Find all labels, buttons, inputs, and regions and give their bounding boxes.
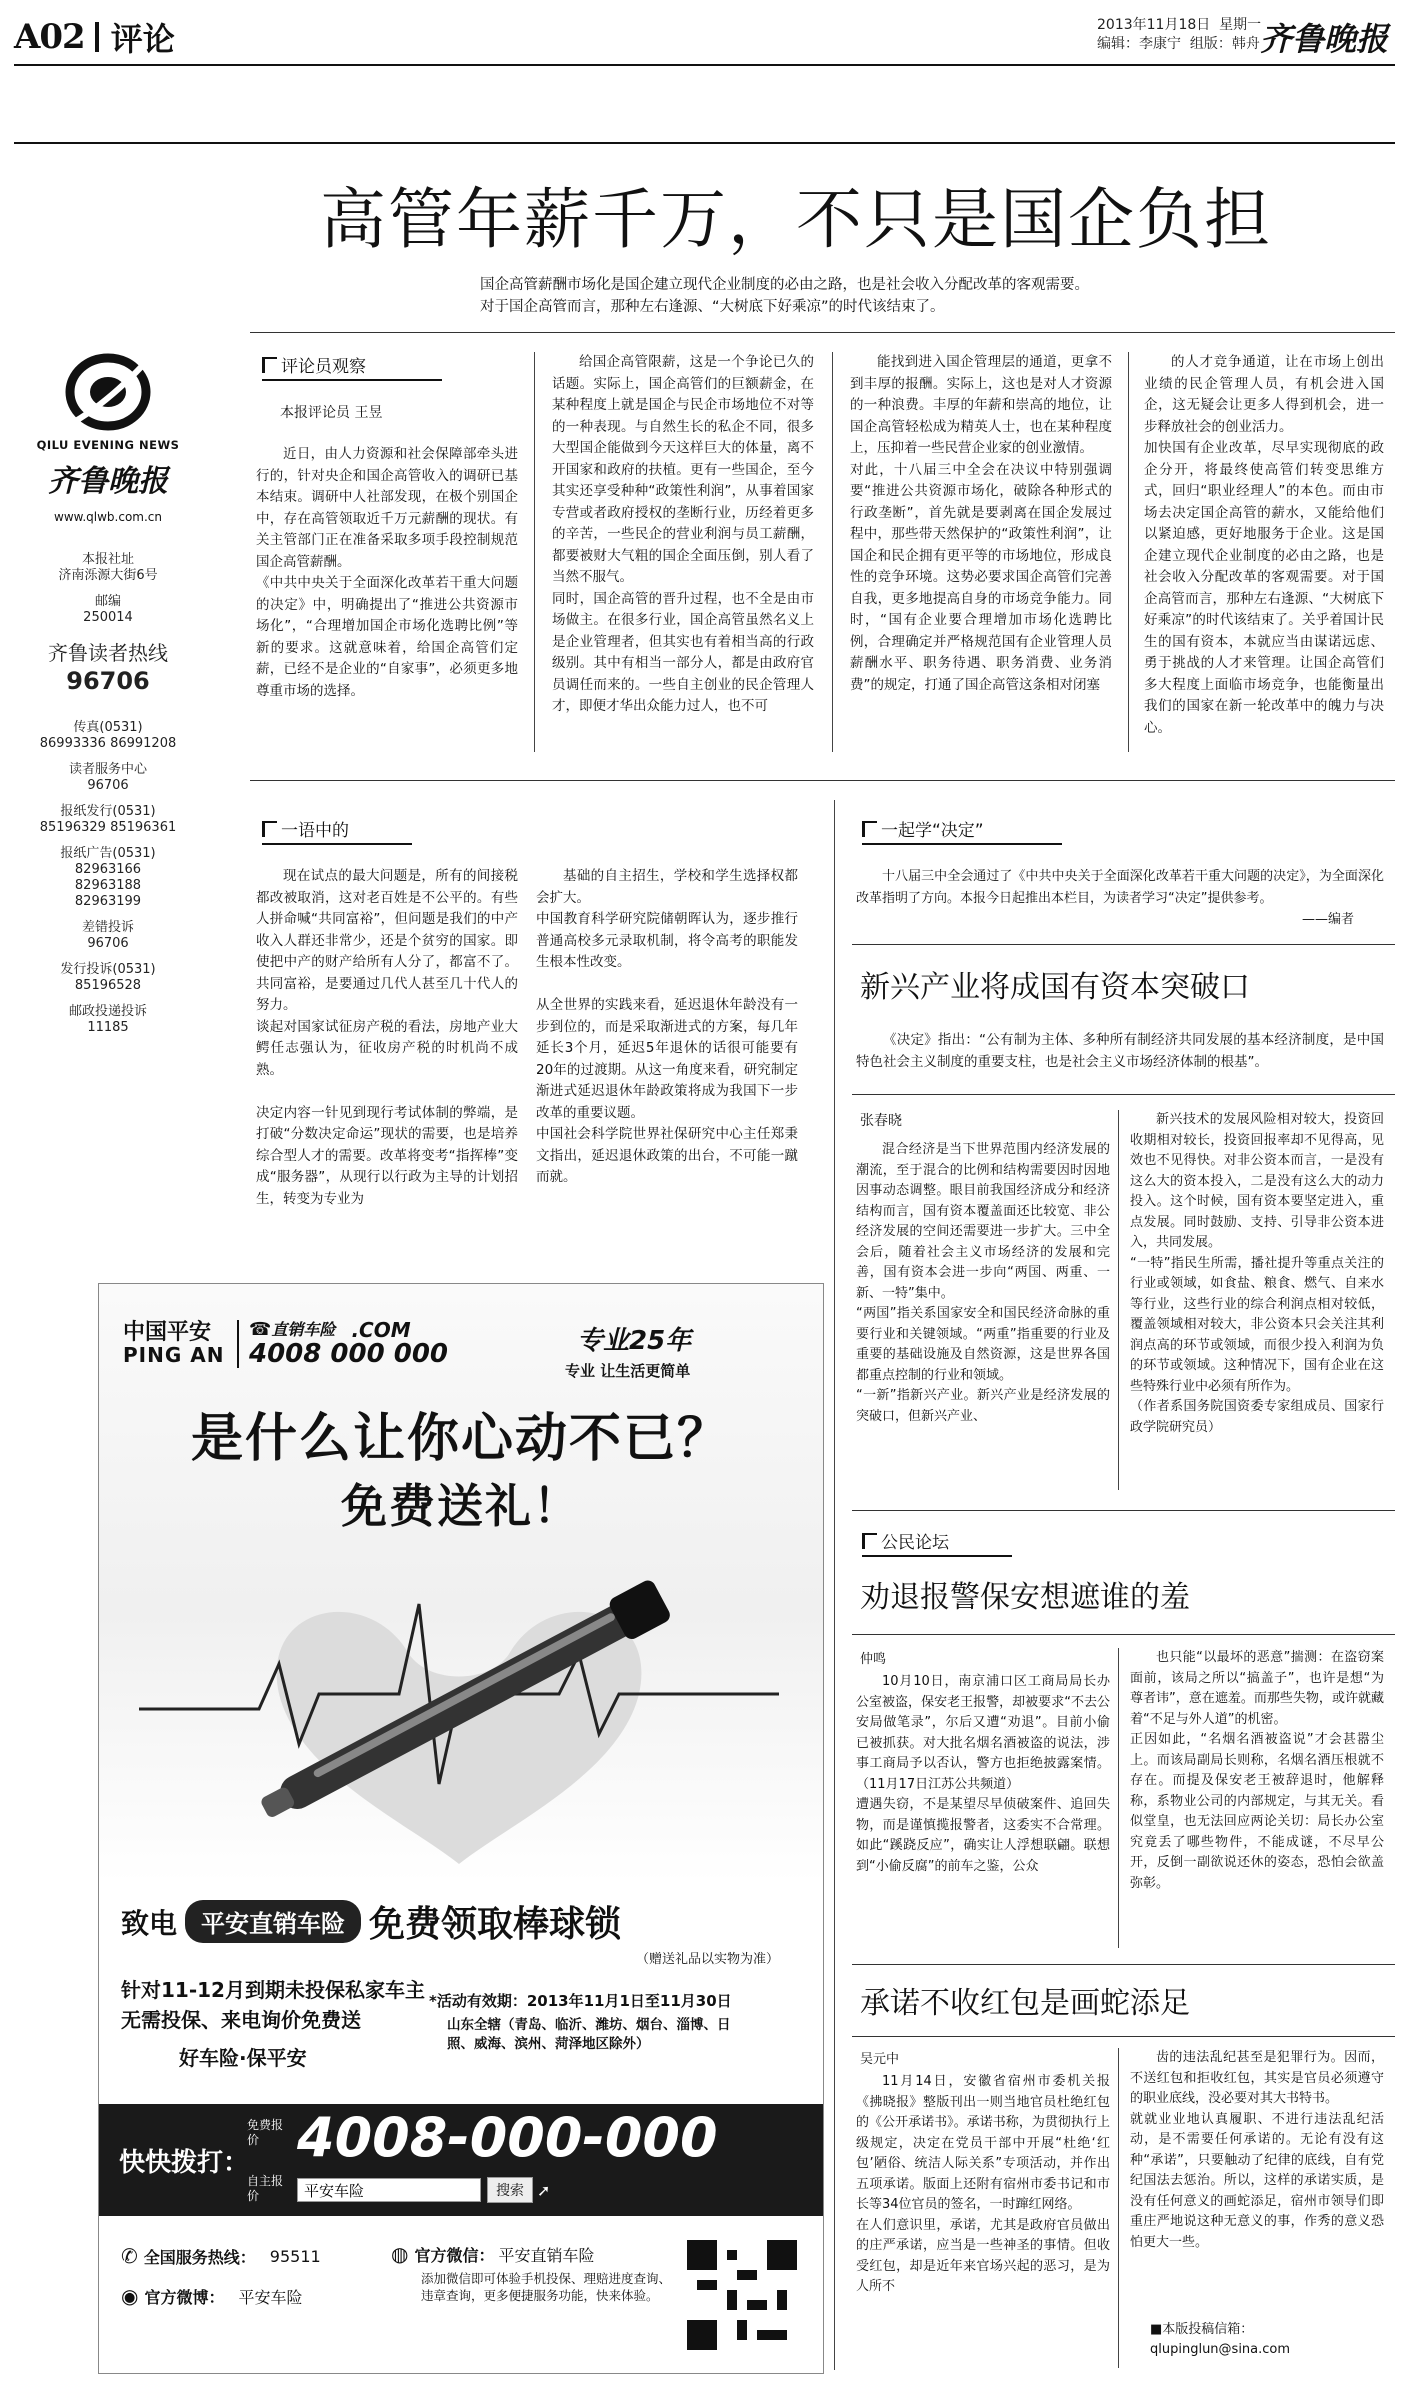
- header-meta: [1097, 16, 1261, 54]
- ad-brand: [123, 1322, 224, 1366]
- lead-col-2: [552, 352, 814, 718]
- gongmin-a2-col-2-text: 齿的违法乱纪甚至是犯罪行为。因而，不送红包和拒收红包，其实是官员必须遵守的职业底线，没必要对其大书特书。 就就业业地认真履职、不进行违法乱纪活动，是不需要任何承诺的。无论有没有这种“承诺”，只要触动了纪律的底线，自有党纪国法去惩治。所以，这样的承诺实质，是没有任何意义的画蛇添足，宿州市领导们即重庄严地说这种无意义的事，作秀的意义恐怕更大一些。: [1130, 2050, 1384, 2250]
- yiyu-col-1: [256, 866, 518, 1210]
- sidebar-contact-label: 传真(0531): [73, 720, 143, 735]
- sidebar-contact-value: 86993336 86991208: [39, 736, 177, 751]
- ad-phone-small: 4008 000 000: [249, 1339, 449, 1369]
- jueding-quote: [856, 1030, 1384, 1073]
- lead-headline: 高管年薪千万，不只是国企负担: [320, 181, 1272, 258]
- ad-call-prefix: 致电: [121, 1906, 178, 1940]
- gongmin-a2-col-2: [1130, 2048, 1384, 2253]
- jueding-quote-text: 《决定》指出：“公有制为主体、多种所有制经济共同发展的基本经济制度，是中国特色社会主义制度的重要支柱，也是社会主义市场经济体制的根基”。: [856, 1032, 1384, 1070]
- ad-direct-label: 直销车险: [271, 1320, 336, 1339]
- header-date: 2013年11月18日: [1097, 17, 1211, 33]
- advertisement[interactable]: [98, 1283, 824, 2374]
- sidebar-contact: [18, 962, 198, 994]
- yiyu-column-tag-label: 一语中的: [281, 821, 349, 841]
- ad-slogan-top: 专业25年: [577, 1326, 692, 1356]
- sidebar-contact: [18, 720, 198, 752]
- lead-deck-line: 对于国企高管而言，那种左右逢源、“大树底下好乘凉”的时代该结束了。: [480, 299, 945, 315]
- yiyu-column-tag: [262, 816, 412, 841]
- lead-column-tag-label: 评论员观察: [281, 357, 366, 377]
- jueding-headline: 新兴产业将成国有资本突破口: [860, 970, 1250, 1005]
- section-rule: [852, 1510, 1395, 1511]
- section-rule: [250, 780, 1395, 781]
- ad-self-quote: 自主报价: [247, 2174, 284, 2203]
- ad-weibo-label: 官方微博：: [144, 2287, 225, 2307]
- ad-product-illustration: [139, 1544, 779, 1874]
- col-divider: [832, 352, 833, 752]
- ad-dotcom: .COM: [351, 1318, 411, 1342]
- sidebar-hotline-label: 齐鲁读者热线: [48, 641, 168, 665]
- ad-target-1: 针对11-12月到期未投保私家车主: [121, 1978, 425, 2002]
- sidebar-contact-label: 发行投诉(0531): [60, 962, 156, 977]
- gongmin-contact-email[interactable]: qlupinglun@sina.com: [1150, 2342, 1291, 2357]
- phone-icon: ☎: [249, 1319, 272, 1340]
- col-divider: [534, 352, 535, 752]
- jueding-col-2: [1130, 1110, 1384, 1438]
- ad-headline-1: 是什么让你心动不已？: [190, 1409, 731, 1469]
- sidebar-contact-label: 报纸发行(0531): [60, 804, 156, 819]
- yiyu-col-2-text: 基础的自主招生，学校和学生选择权都会扩大。 中国教育科学研究院储朝晖认为，逐步推行普通高校多元录取机制，将令高考的职能发生根本性改变。 从全世界的实践来看，延迟退休年龄没有一步到位的，而是采取渐进式的方案，每几年延长3个月，延迟5年退休的话很可能要有20年的过渡期。从这一角度来看，研究制定渐进式延迟退休年龄政策将成为我国下一步改革的重要议题。 中国社会科学院世界社保研究中心主任郑秉文指出，延迟退休政策的出台，不可能一蹴而就。: [536, 868, 798, 1185]
- header-paper-logo: 齐鲁晚报: [1260, 20, 1389, 58]
- sidebar-contact-label: 报纸广告(0531): [60, 846, 156, 861]
- main-col-divider: [834, 800, 835, 2370]
- header-divider: [95, 22, 99, 52]
- sidebar-contact-value: 96706: [87, 936, 129, 951]
- col-divider: [1128, 352, 1129, 752]
- gongmin-contact: [1150, 2320, 1290, 2360]
- jueding-column-tag-label: 一起学“决定”: [881, 821, 984, 841]
- lead-col-3-text: 能找到进入国企管理层的通道，更拿不到丰厚的报酬。实际上，这也是对人才资源的一种浪费。丰厚的年薪和崇高的地位，让国企高管轻松成为精英人士，也在某种程度上，压抑着一些民营企业家的创业激情。 对此，十八届三中全会在决议中特别强调要“推进公共资源市场化，破除各种形式的行政垄断”，首先就是要剥离在国企发展过程中，那些带天然保护的“政策性利润”，让国企和民企拥有更平等的市场地位，形成良性的竞争环境。这势必要求国企高管们完善自我，更多地提高自身的市场竞争能力。同时，“国有企业要合理增加市场化选聘比例，合理确定并严格规范国有企业管理人员薪酬水平、职务待遇、职务消费、业务消费”的规定，打通了国企高管这条相对闭塞: [850, 354, 1112, 693]
- gongmin-a2-col-1-text: 11月14日，安徽省宿州市委机关报《拂晓报》整版刊出一则当地官员杜绝红包的《公开承诺书》。承诺书称，为贯彻执行上级规定，决定在党员干部中开展“杜绝‘红包’陋俗、统洁人际关系”专项活动，并作出五项承诺。版面上还附有宿州市委书记和市长等34位官员的签名，一时蹿红网络。 在人们意识里，承诺，尤其是政府官员做出的庄严承诺，应当是一些神圣的事情。但收受红包，却是近年来官场兴起的恶习，是为人所不: [856, 2074, 1110, 2294]
- ad-search-button[interactable]: 搜索: [487, 2177, 533, 2203]
- sidebar-contact-label: 差错投诉: [81, 920, 134, 935]
- sidebar-contact: [18, 1004, 198, 1036]
- ad-wechat-value[interactable]: 平安直销车险: [498, 2245, 595, 2265]
- section-rule: [852, 1964, 1395, 1965]
- sidebar-contact: [18, 920, 198, 952]
- gongmin-a2-headline: 承诺不收红包是画蛇添足: [860, 1986, 1190, 2021]
- ad-big-phone[interactable]: 4008-000-000: [297, 2106, 718, 2169]
- ad-free-quote: 免费报价: [247, 2118, 284, 2147]
- gongmin-a2-byline: 吴元中: [860, 2052, 900, 2067]
- jueding-column-tag: [862, 816, 1062, 841]
- gongmin-a1-col-1-text: 10月10日，南京浦口区工商局局长办公室被盗，保安老王报警，却被要求“不去公安局做笔录”，尔后又遭“劝退”。目前小偷已被抓获。对大批名烟名酒被盗的说法，涉事工商局予以否认，警方也拒绝披露案情。（11月17日江苏公共频道） 遭遇失窃，不是某望尽早侦破案件、追回失物，而是谨慎揽报警者，这委实不合常理。如此“蹊跷反应”，确实让人浮想联翩。联想到“小偷反腐”的前车之鉴，公众: [856, 1674, 1110, 1874]
- lead-column-tag: [262, 352, 442, 377]
- jueding-col-1: [856, 1140, 1110, 1427]
- ad-search-input[interactable]: [297, 2178, 481, 2202]
- ad-target-2: 无需投保、来电询价免费送: [121, 2008, 361, 2032]
- gongmin-contact-label: ■本版投稿信箱：: [1150, 2322, 1254, 2337]
- gongmin-a1-col-1: [856, 1672, 1110, 1877]
- lead-col-1-text: 近日，由人力资源和社会保障部牵头进行的，针对央企和国企高管收入的调研已基本结束。调研中人社部发现，在极个别国企中，存在高管领取近千万元薪酬的现状。有关主管部门正在准备采取多项手段控制规范国企高管薪酬。 《中共中央关于全面深化改革若干重大问题的决定》中，明确提出了“推进公共资源市场化”，“合理增加国企市场化选聘比例”等新的要求。这就意味着，给国企高管们定薪，已经不是企业的“自家事”，必须更多地尊重市场的选择。: [256, 446, 518, 699]
- page-header-left: [14, 14, 175, 60]
- sidebar-contact-value: 96706: [87, 778, 129, 793]
- gongmin-a1-col-2-text: 也只能“以最坏的恶意”揣测：在盗窃案面前，该局之所以“搞盖子”，也许是想“为尊者讳”，意在遮羞。而那些失物，或许就藏着“不足与外人道”的机密。 正因如此，“名烟名酒被盗说”才会甚嚣尘上。而该局副局长则称，名烟名酒压根就不存在。而提及保安老王被辞退时，他解释称，系物业公司的内部规定，与其无关。看似堂皇，也无法回应两论关切：局长办公室究竟丢了哪些物件，不能成谜，不尽早公开，反倒一副欲说还休的姿态，恐怕会欲盖弥彰。: [1130, 1650, 1384, 1891]
- sidebar-contact: [18, 846, 198, 910]
- ad-wechat-label: 官方微信：: [414, 2245, 495, 2265]
- lead-deck: [480, 274, 1089, 318]
- jueding-intro: [856, 866, 1384, 931]
- paper-logo-icon: [60, 352, 156, 432]
- section-name: 评论: [110, 20, 175, 58]
- gongmin-column-tag-label: 公民论坛: [881, 1533, 949, 1553]
- ad-regions: 山东全辖（青岛、临沂、潍坊、烟台、淄博、日照、威海、滨州、菏泽地区除外）: [447, 2017, 731, 2052]
- col-divider: [1118, 1648, 1119, 1948]
- sidebar-contact-label: 读者服务中心: [68, 762, 147, 777]
- gongmin-a1-headline: 劝退报警保安想遮谁的羞: [860, 1580, 1190, 1615]
- ad-brand-divider: [237, 1320, 239, 1368]
- lead-col-3: [850, 352, 1112, 696]
- sidebar-contact-value: 11185: [87, 1020, 129, 1035]
- jueding-rule: [852, 944, 1395, 945]
- header-editor: 编辑：李康宁: [1097, 36, 1181, 52]
- ad-search-box: [297, 2177, 550, 2203]
- header-layout: 组版：韩舟: [1189, 36, 1260, 52]
- page-number: A02: [14, 17, 85, 57]
- header-rule: [14, 64, 1395, 66]
- jueding-byline: 张春晓: [860, 1113, 902, 1129]
- ad-weibo-value[interactable]: 平安车险: [238, 2287, 303, 2307]
- gongmin-a1-byline: 仲鸣: [860, 1652, 887, 1667]
- jueding-col-2-text: 新兴技术的发展风险相对较大，投资回收期相对较长，投资回报率却不见得高，见效也不见得快。对非公资本而言，一是没有这么大的资本投入，二是没有这么大的动力投入。这个时候，国有资本要坚定进入，重点发展。同时鼓励、支持、引导非公资本进入，共同发展。 “一特”指民生所需，播社提升等重点关注的行业或领域，如食盐、粮食、燃气、自来水等行业，这些行业的综合利润点相对较低，覆盖领域相对较大，非公资本只会关注其利润点高的环节或领域，而很少投入利润为负的环节或领域。这种情况下，国有企业在这些特殊行业中必须有所作为。 （作者系国务院国资委专家组成员、国家行政学院研究员）: [1130, 1112, 1384, 1435]
- sidebar-logo-mark: [18, 352, 198, 432]
- ad-call-box: 平安直销车险: [185, 1900, 361, 1943]
- sidebar-contact-value: 82963166 82963188 82963199: [74, 862, 142, 909]
- ad-call-row: [121, 1896, 621, 1947]
- sidebar-contact: [18, 804, 198, 836]
- jueding-intro-sign: ——编者: [1301, 912, 1354, 927]
- sidebar-website[interactable]: www.qlwb.com.cn: [54, 510, 162, 524]
- jueding-col-1-text: 混合经济是当下世界范围内经济发展的潮流，至于混合的比例和结构需要因时因地因事动态调整。眼目前我国经济成分和经济结构而言，国有资本覆盖面还比较宽、非公经济发展的空间还需要进一步扩大。三中全会后，随着社会主义市场经济的发展和完善，国有资本会进一步向“两国、两重、一新、一特”集中。 “两国”指关系国家安全和国民经济命脉的重要行业和关键领域。“两重”指重要的行业及重要的基础设施及自然资源，这是世界各国都重点控制的行业和领域。 “一新”指新兴产业。新兴产业是经济发展的突破口，但新兴产业、: [856, 1142, 1110, 1424]
- gongmin-a2-col-1: [856, 2072, 1110, 2298]
- sidebar-logo-en: QILU EVENING NEWS: [36, 438, 180, 452]
- ad-service-no[interactable]: 95511: [269, 2246, 321, 2266]
- ad-weibo: [121, 2284, 302, 2308]
- cursor-icon: ➚: [537, 2180, 551, 2200]
- lead-deck-line: 国企高管薪酬市场化是国企建立现代企业制度的必由之路，也是社会收入分配改革的客观需要。: [480, 277, 1089, 293]
- sidebar-logo-cn: 齐鲁晚报: [48, 464, 168, 499]
- ad-headline-2: 免费送礼！: [341, 1479, 581, 1533]
- ad-call-main: 免费领取棒球锁: [369, 1904, 622, 1945]
- gongmin-a1-col-2: [1130, 1648, 1384, 1894]
- gongmin-a1-rule: [852, 1634, 1395, 1635]
- sidebar-address: 济南泺源大街6号: [58, 568, 158, 583]
- jueding-quote-rule: [852, 1094, 1395, 1095]
- ad-service: [121, 2244, 321, 2268]
- sidebar-contact-label: 邮政投递投诉: [68, 1004, 147, 1019]
- wechat-icon: ◍: [391, 2242, 409, 2266]
- lead-top-rule: [14, 142, 1395, 144]
- ad-slogan-sub: 专业 让生活更简单: [565, 1362, 691, 1380]
- header-weekday: 星期一: [1219, 17, 1262, 33]
- sidebar-contact: [18, 762, 198, 794]
- sidebar-contact-list: [18, 720, 198, 1036]
- gongmin-a2-rule: [852, 2036, 1395, 2037]
- ad-gift-note: （赠送礼品以实物为准）: [635, 1952, 779, 1967]
- ad-dial-label: 快快拨打：: [119, 2148, 250, 2178]
- col-divider: [1118, 2048, 1119, 2368]
- qr-code-icon[interactable]: [687, 2240, 797, 2350]
- yiyu-col-1-text: 现在试点的最大问题是，所有的间接税都改被取消，这对老百姓是不公平的。有些人拼命喊“共同富裕”，但问题是我们的中产收入人群还非常少，还是个贫穷的国家。即使把中产的财产给所有人分了，都富不了。共同富裕，是要通过几代人甚至几十代人的努力。 谈起对国家试征房产税的看法，房地产业大鳄任志强认为，征收房产税的时机尚不成熟。 决定内容一针见到现行考试体制的弊端，是打破“分数决定命运”现状的需要，也是培养综合型人才的需要。改革将变考“指挥棒”变成“服务器”，从现行以行政为主导的计划招生，转变为专业为: [256, 868, 518, 1207]
- lead-byline: 本报评论员 王昱: [280, 405, 383, 421]
- ad-wechat: [391, 2242, 594, 2266]
- yiyu-col-2: [536, 866, 798, 1189]
- sidebar-contact-value: 85196329 85196361: [39, 820, 177, 835]
- lead-col-2-text: 给国企高管限薪，这是一个争论已久的话题。实际上，国企高管们的巨额薪金，在某种程度上就是国企与民企市场地位不对等的一种表现。与自然生长的私企不同，很多大型国企能做到今天这样巨大的体量，离不开国家和政府的扶植。更有一些国企，至今其实还享受种种“政策性利润”，从事着国家专营或者政府授权的垄断行业，历经着更多的辛苦，一些民企的营业利润与员工薪酬，都要被财大气粗的国企全面压倒，别人看了当然不服气。 同时，国企高管的晋升过程，也不全是由市场做主。在很多行业，国企高管虽然名义上是企业管理者，但其实也有着相当高的行政级别。其中有相当一部分人，都是由政府官员调任而来的。一些自主创业的民企管理人才，即便才华出众能力过人，也不可: [552, 354, 814, 714]
- lead-deck-rule: [250, 332, 1395, 333]
- ad-brand-cn: 中国平安: [123, 1320, 212, 1345]
- sidebar-address-label: 本报社址: [81, 552, 134, 567]
- jueding-intro-text: 十八届三中全会通过了《中共中央关于全面深化改革若干重大问题的决定》，为全面深化改革指明了方向。本报今日起推出本栏目，为读者学习“决定”提供参考。: [856, 869, 1384, 906]
- col-divider: [1118, 1110, 1119, 1490]
- ad-wechat-desc: 添加微信即可体验手机投保、理赔进度查询、违章查询，更多便捷服务功能，快来体验。: [421, 2271, 672, 2303]
- ad-period: *活动有效期：2013年11月1日至11月30日: [429, 1992, 732, 2010]
- lead-col-4-text: 的人才竞争通道，让在市场上创出业绩的民企管理人员，有机会进入国企，这无疑会让更多人得到机会，进一步释放社会的创业活力。 加快国有企业改革，尽早实现彻底的政企分开，将最终使高管们转变思维方式，回归“职业经理人”的本色。而由市场去决定国企高管的薪水，又能给他们以紧迫感，更好地服务于企业。这是国企建立现代企业制度的必由之路，也是社会收入分配改革的客观需要。对于国企高管而言，那种左右逢源、“大树底下好乘凉”的时代该结束了。关乎着国计民生的国有资本，本就应当由谋诺远虑、勇于挑战的人才来管理。让国企高管们多大程度上面临市场竞争，也能衡量出我们的国家在新一轮改革中的魄力与决心。: [1144, 354, 1384, 736]
- ad-motto: 好车险·保平安: [179, 2046, 307, 2070]
- lead-col-1: [256, 444, 518, 702]
- phone-icon: ✆: [121, 2244, 138, 2268]
- ad-brand-en: PING AN: [123, 1343, 225, 1367]
- ad-service-label: 全国服务热线：: [143, 2247, 256, 2267]
- sidebar: [18, 140, 198, 1046]
- ad-direct: [249, 1318, 449, 1369]
- weibo-icon: ◉: [121, 2284, 139, 2308]
- sidebar-contact-value: 85196528: [74, 978, 142, 993]
- lead-col-4: [1144, 352, 1384, 739]
- sidebar-hotline: 96706: [66, 667, 150, 695]
- gongmin-column-tag: [862, 1528, 1012, 1553]
- sidebar-postcode: 250014: [83, 610, 133, 625]
- sidebar-postcode-label: 邮编: [94, 594, 121, 609]
